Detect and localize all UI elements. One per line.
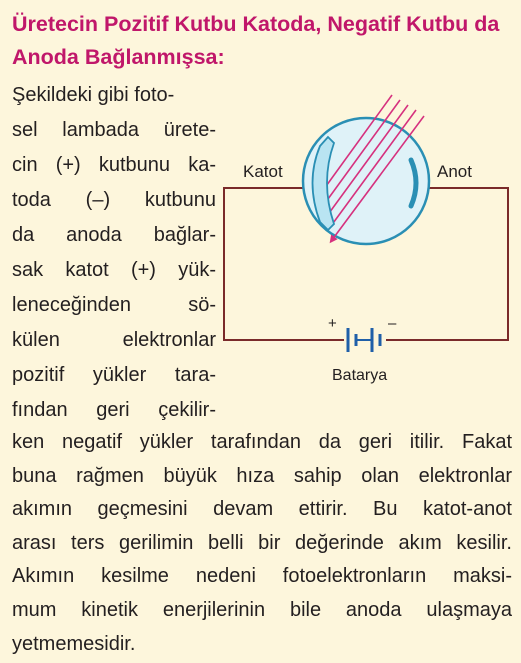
- heading-line-2: Anoda Bağlanmışsa:: [12, 45, 225, 69]
- paragraph-left-column: [12, 78, 216, 428]
- photocell-circuit-diagram: [218, 80, 518, 390]
- battery-label: Batarya: [332, 367, 388, 384]
- text-line: toda (–) kutbunu: [12, 189, 216, 211]
- text-line: Akımın kesilme nedeni fotoelektronların maksi-: [12, 565, 512, 588]
- cathode-label: Katot: [243, 162, 283, 181]
- text-line: yetmemesidir.: [12, 632, 136, 655]
- text-line: sak katot (+) yük-: [12, 259, 216, 281]
- text-line: arası ters gerilimin belli bir değerinde akım kesilir.: [12, 531, 512, 554]
- battery-plus-sign: +: [328, 315, 337, 332]
- text-line: da anoda bağlar-: [12, 224, 216, 246]
- text-line: ken negatif yükler tarafından da geri itilir. Fakat: [12, 431, 512, 453]
- text-line: pozitif yükler tara-: [12, 364, 216, 386]
- text-line: buna rağmen büyük hıza sahip olan elektronlar: [12, 464, 512, 487]
- text-line: fından geri çekilir-: [12, 399, 216, 421]
- text-line: külen elektronlar: [12, 329, 216, 351]
- text-line: mum kinetik enerjilerinin bile anoda ulaşmaya: [12, 598, 512, 621]
- anode-label: Anot: [437, 162, 472, 181]
- text-line: akımın geçmesini devam ettirir. Bu katot-anot: [12, 498, 512, 521]
- heading-line-1: Üretecin Pozitif Kutbu Katoda, Negatif Kutbu da: [12, 12, 500, 36]
- battery-minus-sign: –: [388, 315, 397, 332]
- section-heading: [12, 8, 512, 74]
- text-line: sel lambada ürete-: [12, 119, 216, 141]
- battery-icon: [348, 328, 380, 352]
- text-line: Şekildeki gibi foto-: [12, 84, 175, 106]
- paragraph-full-width: [12, 426, 512, 661]
- text-line: leneceğinden sö-: [12, 294, 216, 316]
- text-line: cin (+) kutbunu ka-: [12, 154, 216, 176]
